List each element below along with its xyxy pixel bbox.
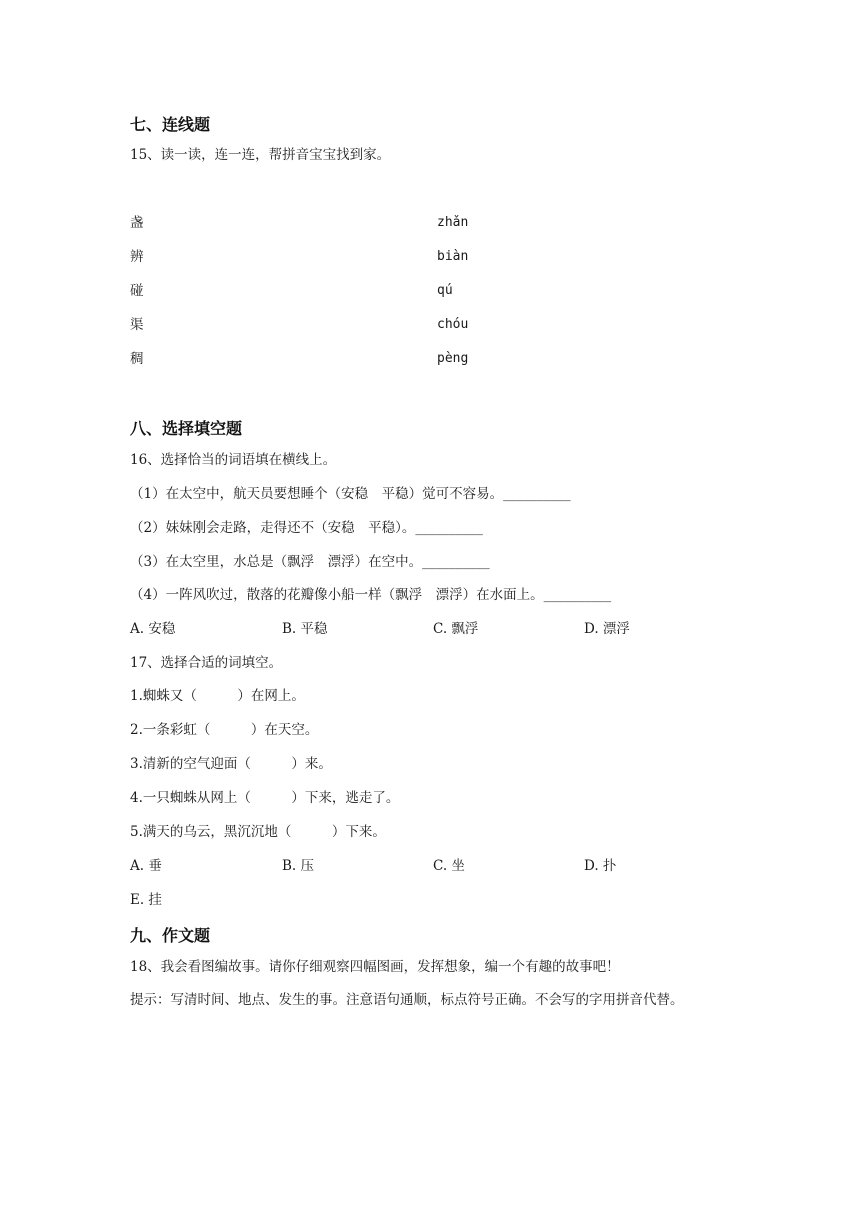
pinyin-item: chóu	[437, 317, 469, 332]
char-item: 稠	[130, 351, 144, 367]
q16-item: （1）在太空中，航天员要想睡个（安稳 平稳）觉可不容易。__________	[130, 486, 571, 502]
q16-option-a: A. 安稳	[130, 621, 176, 637]
char-item: 盏	[130, 215, 144, 231]
composition-hint: 提示：写清时间、地点、发生的事。注意语句通顺，标点符号正确。不会写的字用拼音代替。	[130, 992, 684, 1008]
q16-option-c: C. 飘浮	[433, 621, 479, 637]
question-15: 15、读一读，连一连，帮拼音宝宝找到家。	[130, 147, 391, 163]
q16-item: （2）妹妹刚会走路，走得还不（安稳 平稳）。__________	[130, 520, 483, 536]
question-16: 16、选择恰当的词语填在横线上。	[130, 452, 337, 468]
pinyin-item: pèng	[437, 351, 469, 366]
char-item: 辨	[130, 249, 144, 265]
q17-item: 3.清新的空气迎面（ ）来。	[130, 756, 332, 772]
section-7-title: 七、连线题	[130, 115, 211, 134]
q17-item: 5.满天的乌云，黑沉沉地（ ）下来。	[130, 824, 386, 840]
q17-option-a: A. 垂	[130, 858, 162, 874]
section-9-title: 九、作文题	[130, 926, 211, 945]
q17-option-b: B. 压	[282, 858, 315, 874]
q17-option-e: E. 挂	[130, 892, 162, 908]
pinyin-item: zhǎn	[437, 215, 469, 230]
q17-item: 1.蜘蛛又（ ）在网上。	[130, 688, 305, 704]
section-8-title: 八、选择填空题	[130, 419, 243, 438]
q17-option-c: C. 坐	[433, 858, 465, 874]
q17-option-d: D. 扑	[584, 858, 617, 874]
q16-option-d: D. 漂浮	[584, 621, 630, 637]
question-17: 17、选择合适的词填空。	[130, 655, 283, 671]
q17-item: 2.一条彩虹（ ）在天空。	[130, 722, 319, 738]
question-18: 18、我会看图编故事。请你仔细观察四幅图画，发挥想象，编一个有趣的故事吧！	[130, 959, 620, 975]
q16-item: （4）一阵风吹过，散落的花瓣像小船一样（飘浮 漂浮）在水面上。__________	[130, 587, 612, 603]
char-item: 碰	[130, 283, 144, 299]
char-item: 渠	[130, 317, 144, 333]
pinyin-item: biàn	[437, 249, 469, 264]
q17-item: 4.一只蜘蛛从网上（ ）下来，逃走了。	[130, 790, 400, 806]
q16-item: （3）在太空里，水总是（飘浮 漂浮）在空中。__________	[130, 554, 490, 570]
pinyin-item: qú	[437, 283, 453, 298]
q16-option-b: B. 平稳	[282, 621, 328, 637]
